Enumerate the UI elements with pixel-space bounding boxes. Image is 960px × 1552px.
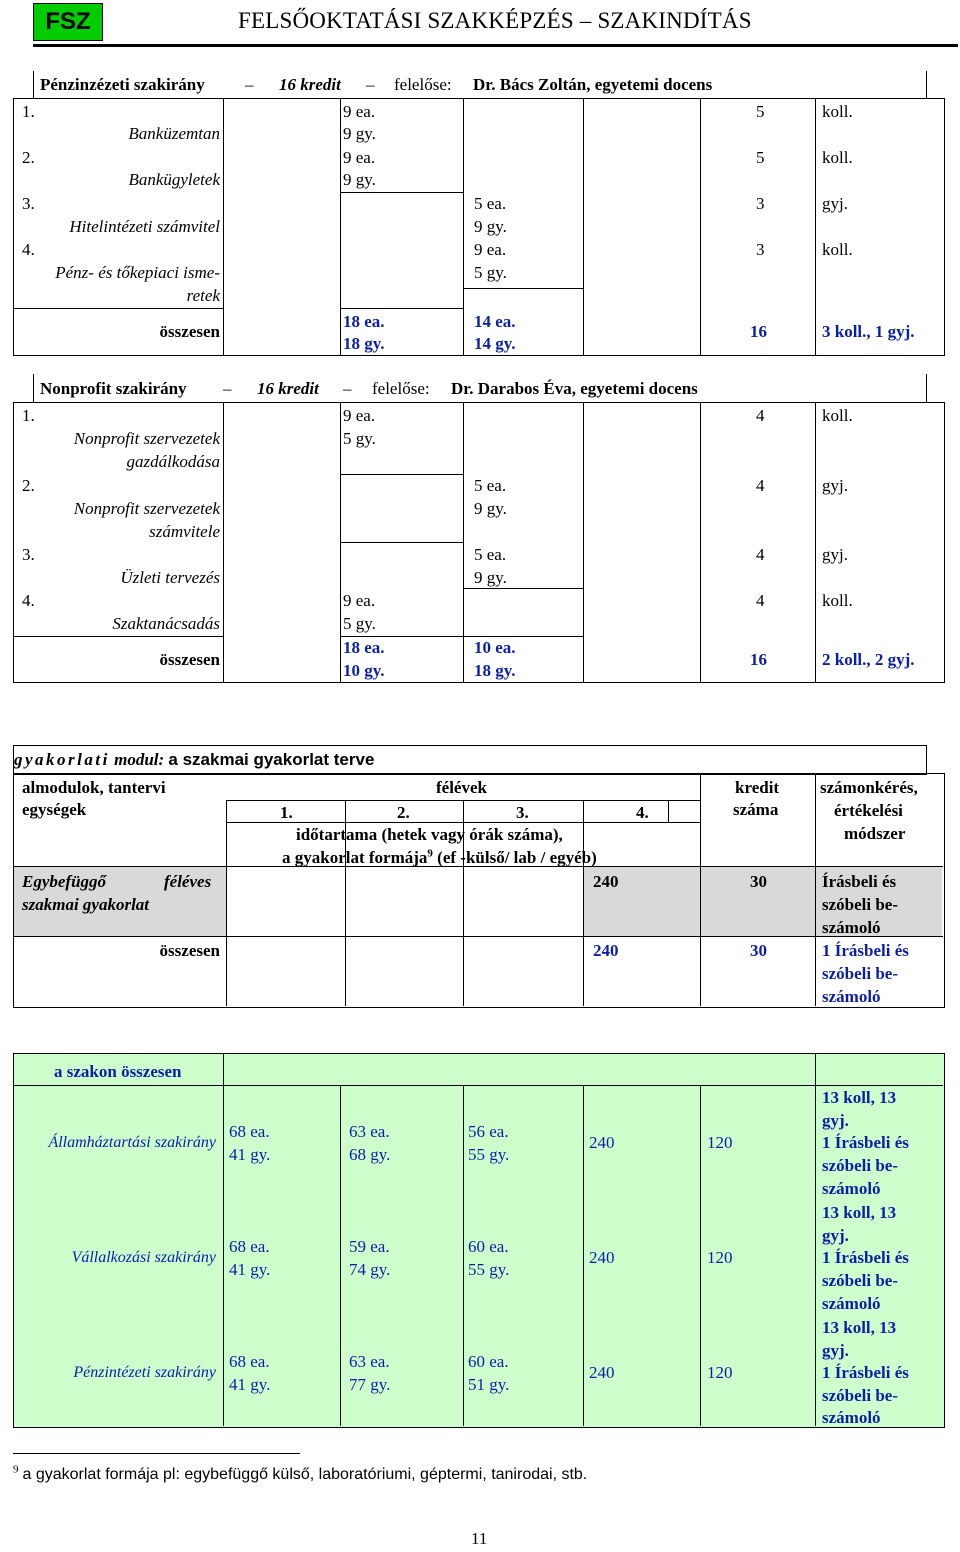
hours-sem4: 240 <box>589 1248 615 1267</box>
title-dash: – <box>245 75 254 94</box>
practice-unit-name: féléves <box>164 872 212 891</box>
total-credit: 16 <box>750 322 767 341</box>
row-number: 3. <box>22 545 35 564</box>
evaluation: 13 koll, 13 <box>822 1318 897 1337</box>
col-eval-header-cont: módszer <box>844 824 906 843</box>
credit-value: 3 <box>756 240 765 259</box>
credit-value: 4 <box>756 406 765 425</box>
hours-sem1-practice: 41 gy. <box>229 1375 271 1394</box>
practice-credit: 30 <box>750 872 767 891</box>
fsz-badge: FSZ <box>33 3 103 41</box>
hours-sem3-practice: 55 gy. <box>468 1145 510 1164</box>
exam-type: koll. <box>822 148 853 167</box>
total-credit: 120 <box>707 1248 733 1267</box>
hours-sem2-practice: 68 gy. <box>349 1145 391 1164</box>
divider <box>33 71 34 99</box>
responsible-label: felelőse: <box>394 75 452 94</box>
duration-header-types: (ef -külső/ lab / egyéb) <box>437 848 597 867</box>
nonprofit-title: Nonprofit szakirány <box>40 379 187 398</box>
col-eval-header: számonkérés, <box>820 778 918 797</box>
credit-value: 3 <box>756 194 765 213</box>
total-lecture: 18 ea. <box>343 312 385 331</box>
exam-type: gyj. <box>822 194 848 213</box>
evaluation-cont: gyj. <box>822 1111 849 1130</box>
subject-name: Pénz- és tőkepiaci isme- <box>55 263 220 282</box>
divider <box>926 71 927 99</box>
hours-practice: 9 gy. <box>474 568 507 587</box>
hours-sem3-lecture: 60 ea. <box>468 1237 509 1256</box>
exam-type: gyj. <box>822 545 848 564</box>
total-lecture: 18 ea. <box>343 638 385 657</box>
total-credit: 120 <box>707 1133 733 1152</box>
practice-title-rest: a szakmai gyakorlat terve <box>168 750 375 769</box>
hours-sem3-practice: 51 gy. <box>468 1375 510 1394</box>
practice-eval: Írásbeli és <box>822 872 897 891</box>
total-practice: 18 gy. <box>474 661 516 680</box>
semester-4: 4. <box>636 803 649 822</box>
subject-name: Hitelintézeti számvitel <box>69 217 220 236</box>
hours-practice: 5 gy. <box>343 429 376 448</box>
footnote-rule <box>13 1453 300 1454</box>
hours-sem2-practice: 77 gy. <box>349 1375 391 1394</box>
total-exam: 2 koll., 2 gyj. <box>822 650 915 669</box>
nonprofit-credit: 16 kredit <box>257 379 319 398</box>
page-title: FELSŐOKTATÁSI SZAKKÉPZÉS – SZAKINDÍTÁS <box>238 8 752 33</box>
hours-sem2-practice: 74 gy. <box>349 1260 391 1279</box>
hours-practice: 9 gy. <box>343 124 376 143</box>
evaluation-cont: szóbeli be- <box>822 1156 899 1175</box>
hours-practice: 9 gy. <box>343 170 376 189</box>
exam-type: gyj. <box>822 476 848 495</box>
total-eval-cont: számoló <box>822 987 881 1006</box>
credit-value: 4 <box>756 476 765 495</box>
total-credit: 16 <box>750 650 767 669</box>
subject-name: Szaktanácsadás <box>112 614 220 633</box>
subject-name-cont: számvitele <box>149 522 220 541</box>
specialization-name: Államháztartási szakirány <box>48 1134 216 1151</box>
credit-value: 5 <box>756 148 765 167</box>
exam-type: koll. <box>822 591 853 610</box>
hours-sem3-lecture: 60 ea. <box>468 1352 509 1371</box>
hours-practice: 5 gy. <box>474 263 507 282</box>
row-number: 1. <box>22 102 35 121</box>
evaluation-cont: 1 Írásbeli és <box>822 1133 909 1152</box>
hours-sem4: 240 <box>589 1133 615 1152</box>
duration-header-form: a gyakorlat formája <box>282 848 428 867</box>
credit-value: 4 <box>756 545 765 564</box>
responsible-name: Dr. Bács Zoltán, egyetemi docens <box>473 75 713 94</box>
hours-sem3-lecture: 56 ea. <box>468 1122 509 1141</box>
col-semesters-header: félévek <box>436 778 487 797</box>
specialization-name: Vállalkozási szakirány <box>71 1249 216 1266</box>
penz-title: Pénzinzézeti szakirány <box>40 75 205 94</box>
total-eval-cont: szóbeli be- <box>822 964 899 983</box>
subject-name: Bankügyletek <box>128 170 220 189</box>
evaluation-cont: szóbeli be- <box>822 1271 899 1290</box>
practice-eval-cont: számoló <box>822 918 881 937</box>
title-dash: – <box>343 379 352 398</box>
hours-sem1-lecture: 68 ea. <box>229 1237 270 1256</box>
practice-eval-cont: szóbeli be- <box>822 895 899 914</box>
semester-3: 3. <box>516 803 529 822</box>
row-number: 2. <box>22 148 35 167</box>
practice-unit-name: Egybefüggő <box>22 872 107 891</box>
col-eval-header-cont: értékelési <box>834 801 903 820</box>
hours-lecture: 5 ea. <box>474 545 507 564</box>
hours-practice: 9 gy. <box>474 217 507 236</box>
row-number: 1. <box>22 406 35 425</box>
title-dash: – <box>223 379 232 398</box>
subject-name: Üzleti tervezés <box>120 568 220 587</box>
row-number: 4. <box>22 591 35 610</box>
exam-type: koll. <box>822 102 853 121</box>
total-eval: 1 Írásbeli és <box>822 941 909 960</box>
total-practice: 14 gy. <box>474 334 516 353</box>
evaluation-cont: számoló <box>822 1294 881 1313</box>
evaluation-cont: 1 Írásbeli és <box>822 1363 909 1382</box>
hours-sem3-practice: 55 gy. <box>468 1260 510 1279</box>
summary-title: a szakon összesen <box>54 1062 182 1081</box>
col-credit-header-cont: száma <box>733 800 779 819</box>
hours-practice: 5 gy. <box>343 614 376 633</box>
hours-sem1-practice: 41 gy. <box>229 1145 271 1164</box>
header-divider <box>33 44 958 47</box>
practice-hours: 240 <box>593 872 619 891</box>
col-units-header: almodulok, tantervi <box>22 778 166 797</box>
total-practice: 18 gy. <box>343 334 385 353</box>
hours-lecture: 9 ea. <box>343 591 376 610</box>
hours-lecture: 9 ea. <box>474 240 507 259</box>
col-credit-header: kredit <box>735 778 780 797</box>
total-practice: 10 gy. <box>343 661 385 680</box>
evaluation-cont: számoló <box>822 1179 881 1198</box>
subject-name: Nonprofit szervezetek <box>73 429 220 448</box>
hours-sem2-lecture: 63 ea. <box>349 1122 390 1141</box>
evaluation-cont: gyj. <box>822 1341 849 1360</box>
practice-unit-name-cont: szakmai gyakorlat <box>22 895 150 914</box>
evaluation: 13 koll, 13 <box>822 1088 897 1107</box>
exam-type: koll. <box>822 240 853 259</box>
responsible-label: felelőse: <box>372 379 430 398</box>
evaluation-cont: számoló <box>822 1408 881 1427</box>
hours-lecture: 9 ea. <box>343 102 376 121</box>
hours-sem4: 240 <box>589 1363 615 1382</box>
total-lecture: 10 ea. <box>474 638 516 657</box>
practice-title-modul: modul: <box>114 750 165 769</box>
hours-practice: 9 gy. <box>474 499 507 518</box>
exam-type: koll. <box>822 406 853 425</box>
total-hours: 240 <box>593 941 619 960</box>
duration-header: időtartama (hetek vagy órák száma), <box>296 825 563 844</box>
footnote <box>13 1463 587 1486</box>
row-number: 4. <box>22 240 35 259</box>
total-label: összesen <box>159 322 220 341</box>
penz-credit: 16 kredit <box>279 75 341 94</box>
evaluation-cont: 1 Írásbeli és <box>822 1248 909 1267</box>
hours-lecture: 5 ea. <box>474 194 507 213</box>
row-number: 2. <box>22 476 35 495</box>
total-lecture: 14 ea. <box>474 312 516 331</box>
page-number: 11 <box>471 1529 488 1548</box>
title-dash: – <box>366 75 375 94</box>
hours-sem2-lecture: 59 ea. <box>349 1237 390 1256</box>
col-units-header-cont: egységek <box>22 800 87 819</box>
subject-name-cont: retek <box>186 286 220 305</box>
credit-value: 5 <box>756 102 765 121</box>
practice-title-spaced: gyakorlati <box>14 750 110 769</box>
semester-2: 2. <box>397 803 410 822</box>
total-credit: 120 <box>707 1363 733 1382</box>
subject-name: Banküzemtan <box>128 124 220 143</box>
subject-name: Nonprofit szervezetek <box>73 499 220 518</box>
total-label: összesen <box>159 941 220 960</box>
evaluation-cont: szóbeli be- <box>822 1386 899 1405</box>
hours-sem1-lecture: 68 ea. <box>229 1352 270 1371</box>
specialization-name: Pénzintézeti szakirány <box>73 1364 216 1381</box>
hours-lecture: 9 ea. <box>343 148 376 167</box>
evaluation: 13 koll, 13 <box>822 1203 897 1222</box>
total-credit: 30 <box>750 941 767 960</box>
total-exam: 3 koll., 1 gyj. <box>822 322 915 341</box>
hours-lecture: 5 ea. <box>474 476 507 495</box>
footnote-text: a gyakorlat formája pl: egybefüggő külső, laboratóriumi, géptermi, tanirodai, stb. <box>22 1466 588 1483</box>
hours-sem2-lecture: 63 ea. <box>349 1352 390 1371</box>
hours-sem1-lecture: 68 ea. <box>229 1122 270 1141</box>
row-number: 3. <box>22 194 35 213</box>
footnote-ref: 9 <box>427 847 433 860</box>
total-label: összesen <box>159 650 220 669</box>
credit-value: 4 <box>756 591 765 610</box>
hours-lecture: 9 ea. <box>343 406 376 425</box>
subject-name-cont: gazdálkodása <box>126 452 220 471</box>
responsible-name: Dr. Darabos Éva, egyetemi docens <box>451 379 698 398</box>
semester-1: 1. <box>280 803 293 822</box>
evaluation-cont: gyj. <box>822 1226 849 1245</box>
hours-sem1-practice: 41 gy. <box>229 1260 271 1279</box>
footnote-number: 9 <box>13 1463 19 1476</box>
